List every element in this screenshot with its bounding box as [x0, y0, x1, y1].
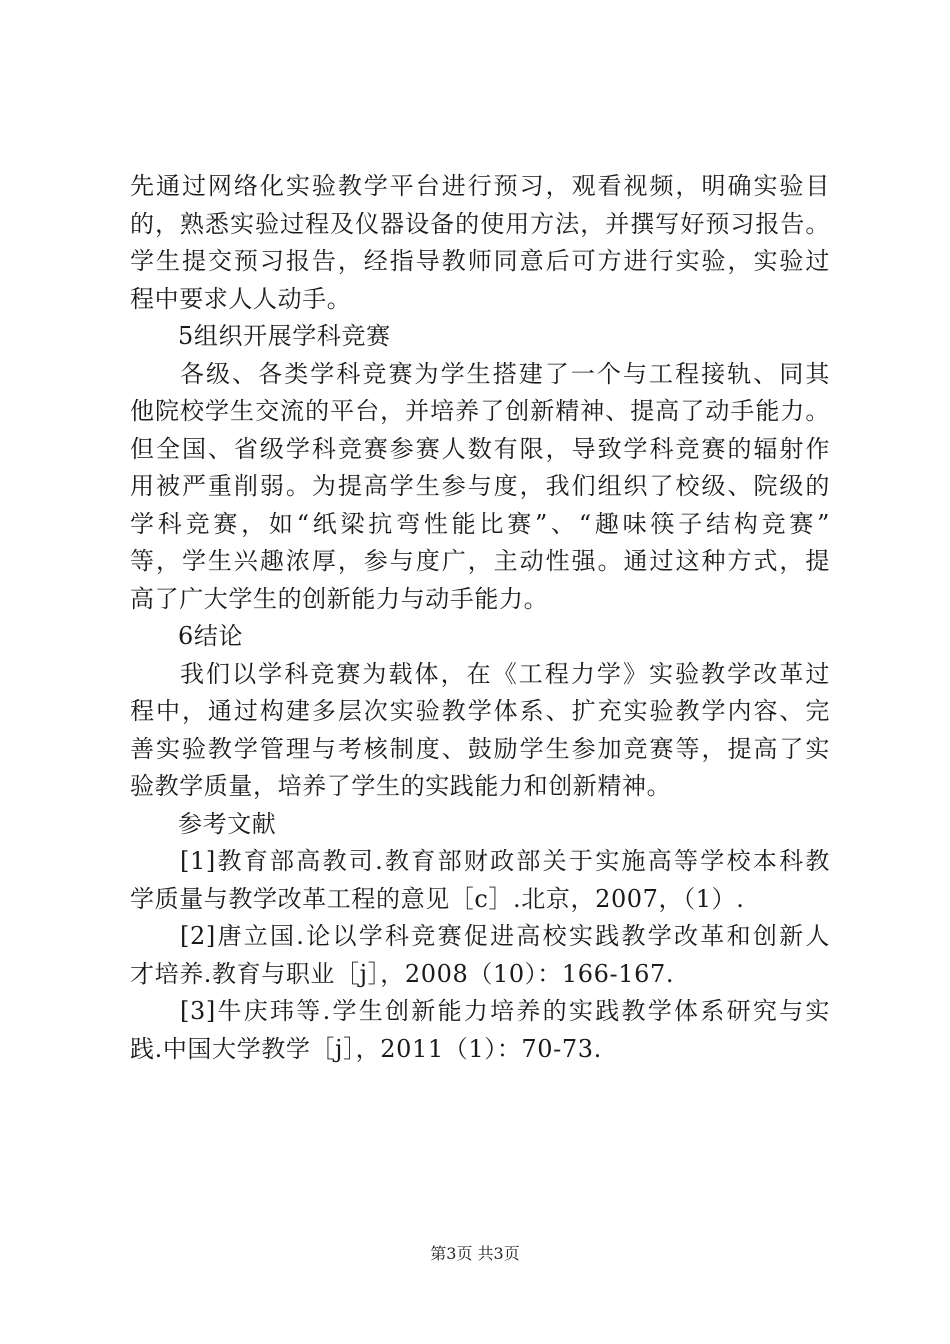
paragraph-line: 程中，通过构建多层次实验教学体系、扩充实验教学内容、完	[130, 697, 830, 725]
reference-line: 才培养.教育与职业［j］，2008（10）：166-167.	[130, 959, 675, 988]
paragraph-line: 善实验教学管理与考核制度、鼓励学生参加竞赛等，提高了实	[130, 734, 830, 763]
reference-line: [3]牛庆玮等.学生创新能力培养的实践教学体系研究与实	[180, 997, 830, 1025]
reference-line: 学质量与教学改革工程的意见［c］.北京，2007，（1）.	[130, 884, 745, 913]
section-heading-references: 参考文献	[178, 809, 277, 838]
paragraph-line: 各级、各类学科竞赛为学生搭建了一个与工程接轨、同其	[180, 359, 830, 388]
paragraph-line: 程中要求人人动手。	[130, 284, 352, 313]
paragraph-line: 用被严重削弱。为提高学生参与度，我们组织了校级、院级的	[130, 472, 830, 500]
paragraph-line: 但全国、省级学科竞赛参赛人数有限，导致学科竞赛的辐射作	[130, 434, 830, 463]
paragraph-line: 学生提交预习报告，经指导教师同意后可方进行实验，实验过	[130, 247, 830, 275]
reference-line: [2]唐立国.论以学科竞赛促进高校实践教学改革和创新人	[180, 922, 830, 950]
section-heading-conclusion: 6结论	[178, 622, 244, 650]
paragraph-line: 他院校学生交流的平台，并培养了创新精神、提高了动手能力。	[130, 397, 830, 425]
page-number-footer: 第3页 共3页	[430, 1244, 520, 1263]
document-body	[130, 168, 830, 1068]
paragraph-line: 的，熟悉实验过程及仪器设备的使用方法，并撰写好预习报告。	[130, 209, 830, 238]
paragraph-line: 学科竞赛，如“纸梁抗弯性能比赛”、“趣味筷子结构竞赛”	[130, 509, 830, 538]
paragraph-line: 高了广大学生的创新能力与动手能力。	[130, 584, 549, 613]
paragraph-line: 我们以学科竞赛为载体，在《工程力学》实验教学改革过	[180, 659, 830, 688]
reference-line: [1]教育部高教司.教育部财政部关于实施高等学校本科教	[180, 847, 830, 875]
paragraph-line: 等，学生兴趣浓厚，参与度广，主动性强。通过这种方式，提	[130, 547, 830, 575]
paragraph-line: 先通过网络化实验教学平台进行预习，观看视频，明确实验目	[130, 172, 830, 200]
section-heading-competition: 5组织开展学科竞赛	[178, 322, 391, 350]
reference-line: 践.中国大学教学［j］，2011（1）：70-73.	[130, 1034, 602, 1063]
paragraph-line: 验教学质量，培养了学生的实践能力和创新精神。	[130, 772, 672, 800]
